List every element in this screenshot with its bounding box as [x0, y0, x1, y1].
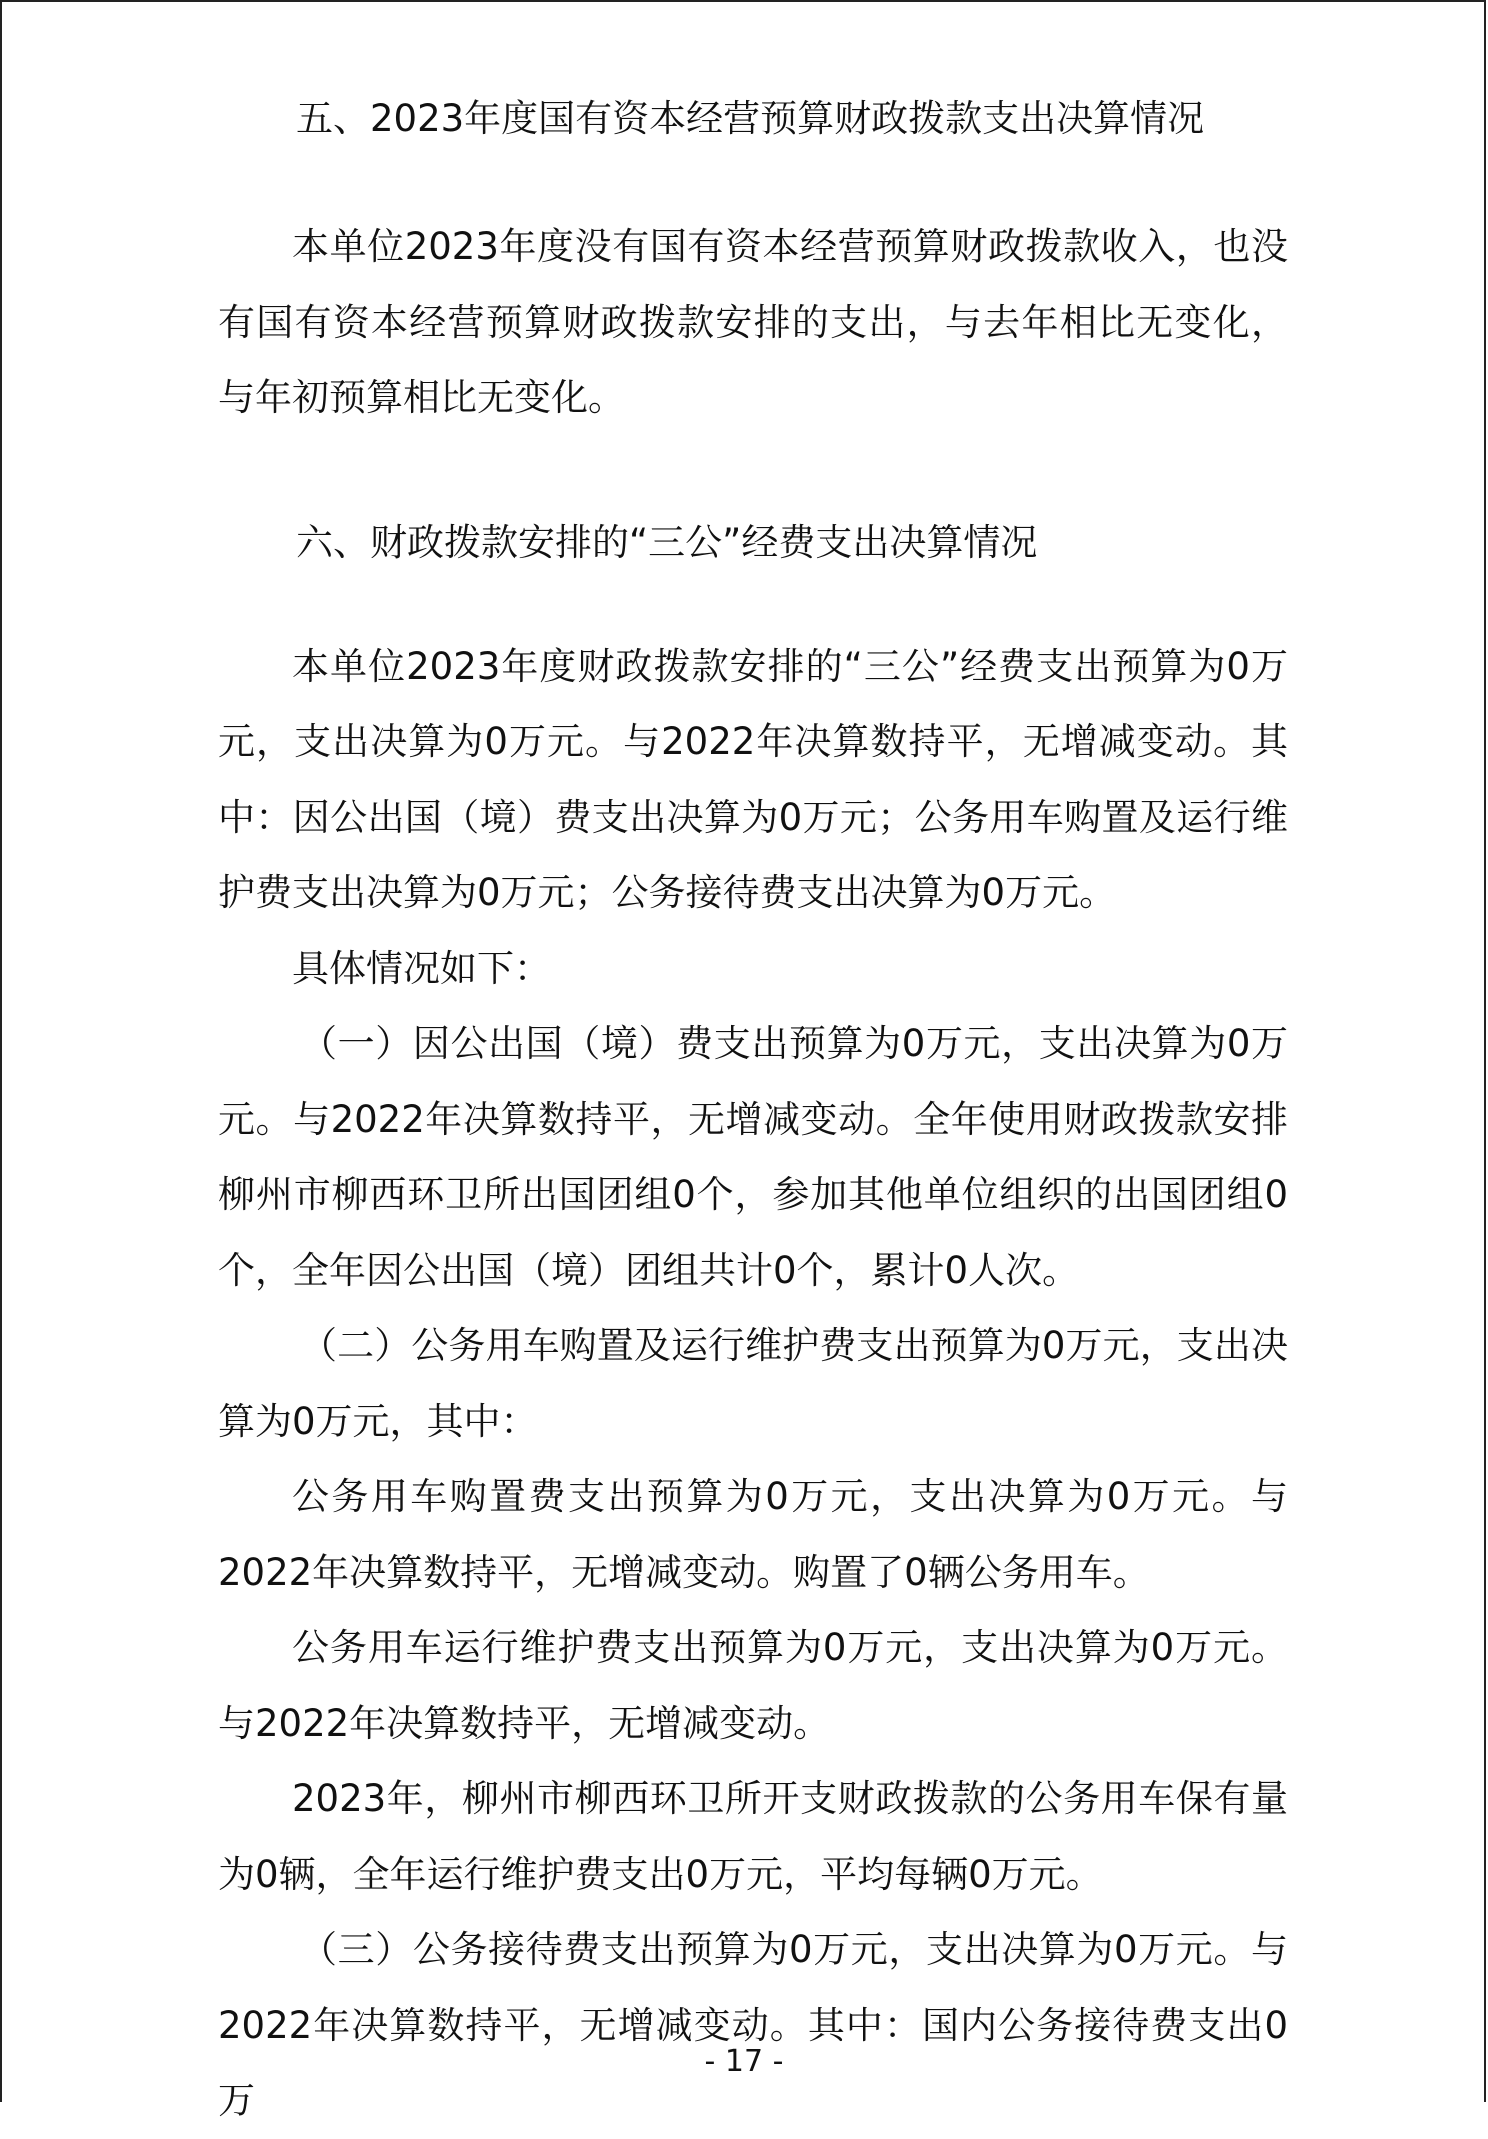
item-2-official-vehicles: （二）公务用车购置及运行维护费支出预算为0万元，支出决算为0万元，其中： [218, 1324, 1288, 1443]
item-2-vehicle-purchase: 公务用车购置费支出预算为0万元，支出决算为0万元。与2022年决算数持平，无增减变动。购置了0辆公务用车。 [218, 1475, 1288, 1594]
item-2-vehicle-fleet: 2023年，柳州市柳西环卫所开支财政拨款的公务用车保有量为0辆，全年运行维护费支出0万元，平均每辆0万元。 [218, 1777, 1288, 1896]
document-body [218, 88, 1288, 2139]
item-3-official-reception: （三）公务接待费支出预算为0万元，支出决算为0万元。与2022年决算数持平，无增减变动。其中：国内公务接待费支出0万 [218, 1928, 1288, 2122]
item-1-overseas-travel: （一）因公出国（境）费支出预算为0万元，支出决算为0万元。与2022年决算数持平，无增减变动。全年使用财政拨款安排柳州市柳西环卫所出国团组0个，参加其他单位组织的出国团组0个，全年因公出国（境）团组共计0个，累计0人次。 [218, 1022, 1288, 1292]
page-number: - 17 - [704, 2044, 784, 2079]
section-5-heading: 五、2023年度国有资本经营预算财政拨款支出决算情况 [296, 97, 1205, 140]
item-2-vehicle-operation: 公务用车运行维护费支出预算为0万元，支出决算为0万元。与2022年决算数持平，无增减变动。 [218, 1626, 1288, 1745]
details-intro: 具体情况如下： [292, 946, 551, 990]
section-6-summary: 本单位2023年度财政拨款安排的“三公”经费支出预算为0万元，支出决算为0万元。与2022年决算数持平，无增减变动。其中：因公出国（境）费支出决算为0万元；公务用车购置及运行维护费支出决算为0万元；公务接待费支出决算为0万元。 [218, 644, 1288, 914]
section-6-heading: 六、财政拨款安排的“三公”经费支出决算情况 [296, 520, 1038, 564]
section-5-paragraph: 本单位2023年度没有国有资本经营预算财政拨款收入，也没有国有资本经营预算财政拨款安排的支出，与去年相比无变化，与年初预算相比无变化。 [218, 225, 1288, 419]
